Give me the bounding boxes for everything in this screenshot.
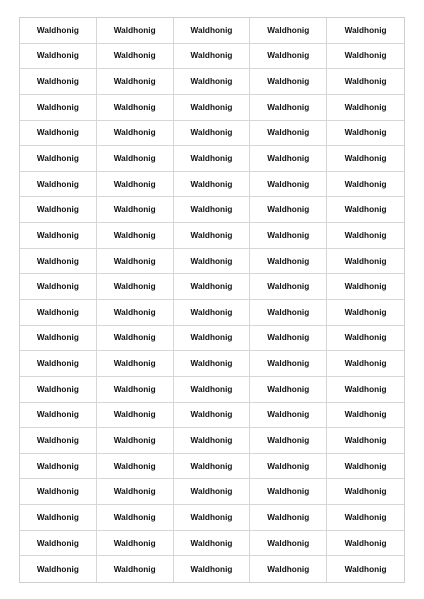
label-cell: Waldhonig bbox=[327, 172, 404, 198]
label-cell: Waldhonig bbox=[250, 377, 327, 403]
label-cell: Waldhonig bbox=[174, 121, 251, 147]
label-cell: Waldhonig bbox=[327, 18, 404, 44]
label-cell: Waldhonig bbox=[327, 454, 404, 480]
label-cell: Waldhonig bbox=[250, 249, 327, 275]
label-cell: Waldhonig bbox=[97, 326, 174, 352]
label-cell: Waldhonig bbox=[250, 479, 327, 505]
label-cell: Waldhonig bbox=[250, 326, 327, 352]
label-cell: Waldhonig bbox=[20, 197, 97, 223]
label-cell: Waldhonig bbox=[20, 454, 97, 480]
label-cell: Waldhonig bbox=[174, 18, 251, 44]
label-cell: Waldhonig bbox=[97, 146, 174, 172]
label-cell: Waldhonig bbox=[20, 223, 97, 249]
label-cell: Waldhonig bbox=[250, 69, 327, 95]
label-cell: Waldhonig bbox=[250, 531, 327, 557]
label-cell: Waldhonig bbox=[97, 249, 174, 275]
label-cell: Waldhonig bbox=[20, 69, 97, 95]
label-cell: Waldhonig bbox=[174, 197, 251, 223]
label-cell: Waldhonig bbox=[174, 505, 251, 531]
label-cell: Waldhonig bbox=[20, 146, 97, 172]
label-cell: Waldhonig bbox=[97, 69, 174, 95]
label-cell: Waldhonig bbox=[174, 146, 251, 172]
label-cell: Waldhonig bbox=[174, 326, 251, 352]
label-cell: Waldhonig bbox=[250, 505, 327, 531]
label-cell: Waldhonig bbox=[327, 428, 404, 454]
label-cell: Waldhonig bbox=[250, 172, 327, 198]
label-cell: Waldhonig bbox=[174, 44, 251, 70]
label-cell: Waldhonig bbox=[327, 121, 404, 147]
label-cell: Waldhonig bbox=[97, 531, 174, 557]
label-cell: Waldhonig bbox=[250, 428, 327, 454]
label-cell: Waldhonig bbox=[20, 326, 97, 352]
label-cell: Waldhonig bbox=[250, 274, 327, 300]
label-cell: Waldhonig bbox=[250, 403, 327, 429]
label-cell: Waldhonig bbox=[327, 403, 404, 429]
label-cell: Waldhonig bbox=[327, 274, 404, 300]
label-cell: Waldhonig bbox=[250, 95, 327, 121]
label-cell: Waldhonig bbox=[250, 300, 327, 326]
label-cell: Waldhonig bbox=[97, 479, 174, 505]
label-cell: Waldhonig bbox=[20, 274, 97, 300]
label-cell: Waldhonig bbox=[20, 121, 97, 147]
label-cell: Waldhonig bbox=[20, 377, 97, 403]
label-cell: Waldhonig bbox=[327, 197, 404, 223]
label-cell: Waldhonig bbox=[97, 223, 174, 249]
label-cell: Waldhonig bbox=[250, 121, 327, 147]
label-cell: Waldhonig bbox=[250, 556, 327, 582]
label-cell: Waldhonig bbox=[327, 249, 404, 275]
label-cell: Waldhonig bbox=[20, 403, 97, 429]
label-cell: Waldhonig bbox=[97, 44, 174, 70]
label-cell: Waldhonig bbox=[327, 95, 404, 121]
label-cell: Waldhonig bbox=[327, 300, 404, 326]
label-cell: Waldhonig bbox=[20, 428, 97, 454]
label-cell: Waldhonig bbox=[97, 377, 174, 403]
label-cell: Waldhonig bbox=[97, 505, 174, 531]
label-cell: Waldhonig bbox=[20, 44, 97, 70]
label-cell: Waldhonig bbox=[174, 249, 251, 275]
label-cell: Waldhonig bbox=[174, 274, 251, 300]
label-cell: Waldhonig bbox=[20, 531, 97, 557]
label-cell: Waldhonig bbox=[327, 326, 404, 352]
label-cell: Waldhonig bbox=[20, 351, 97, 377]
label-cell: Waldhonig bbox=[327, 44, 404, 70]
label-cell: Waldhonig bbox=[327, 223, 404, 249]
label-cell: Waldhonig bbox=[97, 121, 174, 147]
label-cell: Waldhonig bbox=[20, 556, 97, 582]
label-cell: Waldhonig bbox=[97, 403, 174, 429]
label-cell: Waldhonig bbox=[174, 377, 251, 403]
label-cell: Waldhonig bbox=[20, 172, 97, 198]
label-cell: Waldhonig bbox=[250, 197, 327, 223]
label-cell: Waldhonig bbox=[97, 172, 174, 198]
label-sheet bbox=[19, 17, 405, 583]
label-cell: Waldhonig bbox=[97, 18, 174, 44]
label-cell: Waldhonig bbox=[327, 479, 404, 505]
label-cell: Waldhonig bbox=[174, 531, 251, 557]
label-cell: Waldhonig bbox=[97, 274, 174, 300]
label-cell: Waldhonig bbox=[250, 454, 327, 480]
label-cell: Waldhonig bbox=[174, 428, 251, 454]
label-cell: Waldhonig bbox=[174, 300, 251, 326]
label-cell: Waldhonig bbox=[174, 69, 251, 95]
label-cell: Waldhonig bbox=[174, 454, 251, 480]
label-cell: Waldhonig bbox=[327, 146, 404, 172]
label-cell: Waldhonig bbox=[250, 146, 327, 172]
label-cell: Waldhonig bbox=[344, 564, 387, 574]
label-cell: Waldhonig bbox=[327, 351, 404, 377]
label-cell: Waldhonig bbox=[97, 454, 174, 480]
label-cell: Waldhonig bbox=[97, 197, 174, 223]
label-cell: Waldhonig bbox=[20, 479, 97, 505]
label-cell: Waldhonig bbox=[174, 172, 251, 198]
label-cell: Waldhonig bbox=[97, 95, 174, 121]
label-cell: Waldhonig bbox=[97, 556, 174, 582]
label-cell: Waldhonig bbox=[327, 531, 404, 557]
label-cell: Waldhonig bbox=[327, 505, 404, 531]
label-cell: Waldhonig bbox=[250, 18, 327, 44]
label-cell: Waldhonig bbox=[20, 18, 97, 44]
label-cell: Waldhonig bbox=[174, 351, 251, 377]
label-cell: Waldhonig bbox=[174, 95, 251, 121]
label-cell: Waldhonig bbox=[327, 69, 404, 95]
label-cell: Waldhonig bbox=[327, 377, 404, 403]
label-cell: Waldhonig bbox=[174, 556, 251, 582]
label-cell: Waldhonig bbox=[174, 403, 251, 429]
label-cell: Waldhonig bbox=[97, 300, 174, 326]
label-cell: Waldhonig bbox=[250, 223, 327, 249]
label-cell: Waldhonig bbox=[174, 479, 251, 505]
label-grid bbox=[20, 18, 404, 582]
label-cell: Waldhonig bbox=[20, 95, 97, 121]
label-cell: Waldhonig bbox=[20, 249, 97, 275]
label-cell: Waldhonig bbox=[20, 505, 97, 531]
label-cell: Waldhonig bbox=[250, 351, 327, 377]
label-cell: Waldhonig bbox=[97, 351, 174, 377]
label-cell: Waldhonig bbox=[250, 44, 327, 70]
label-cell: Waldhonig bbox=[174, 223, 251, 249]
label-cell: Waldhonig bbox=[20, 300, 97, 326]
label-cell: Waldhonig bbox=[97, 428, 174, 454]
